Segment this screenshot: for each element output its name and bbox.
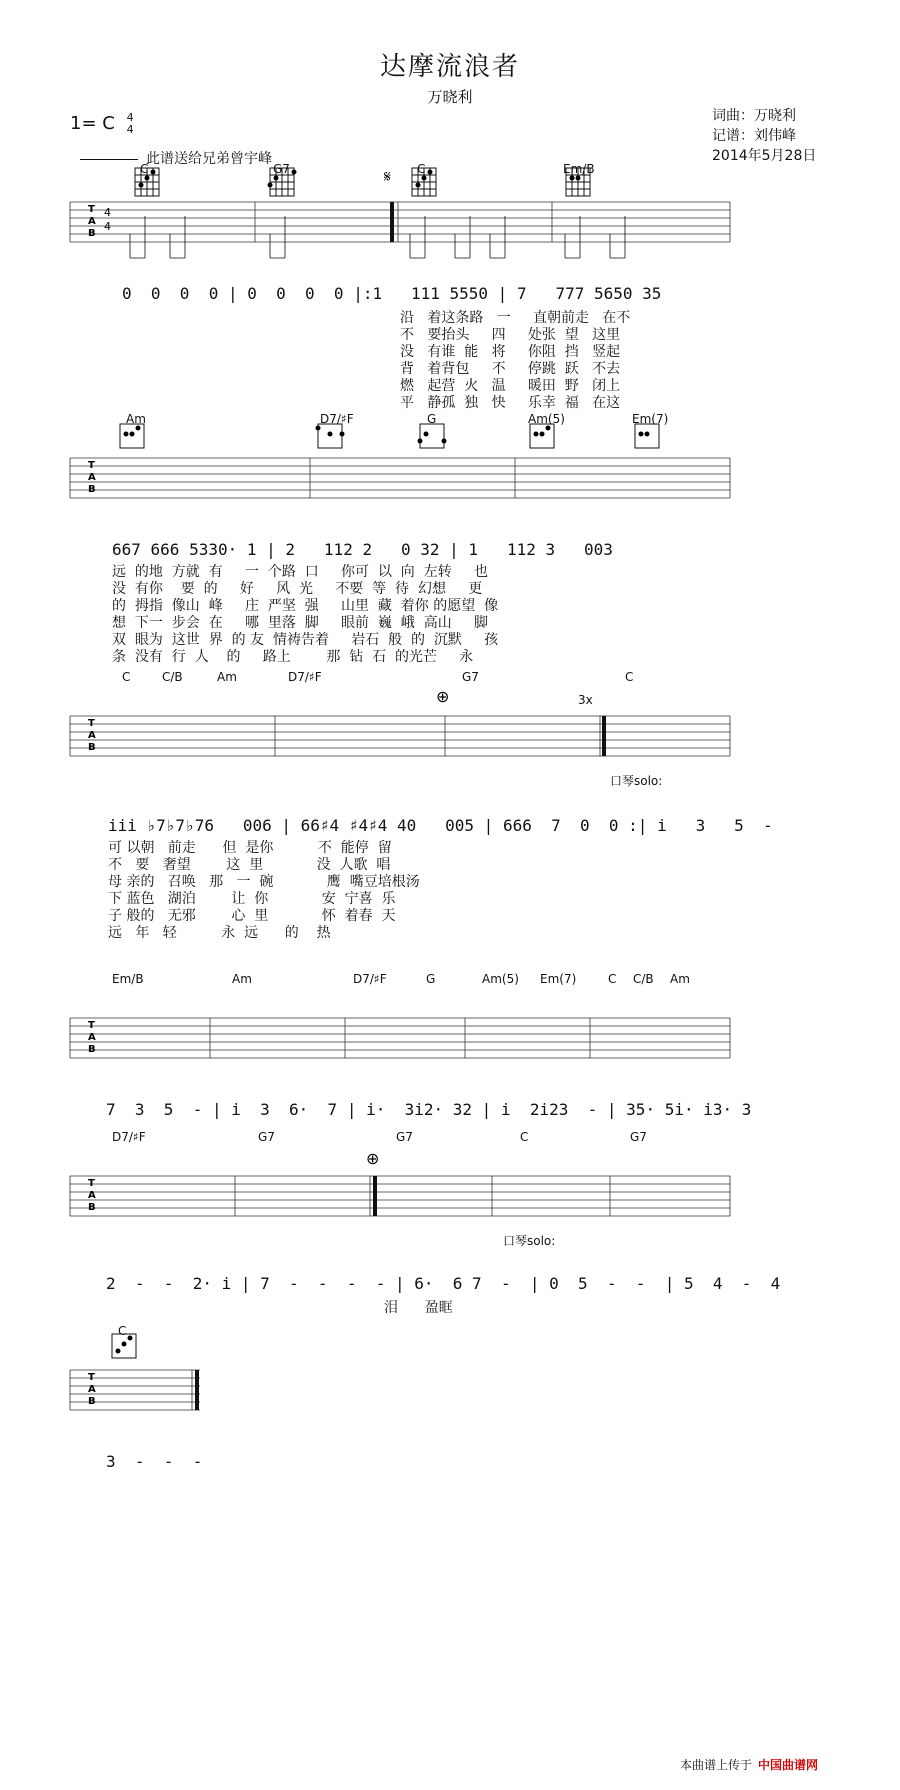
chord-name: G7 bbox=[396, 1130, 413, 1144]
svg-text:B: B bbox=[88, 1202, 96, 1213]
score-system-6 bbox=[0, 1324, 900, 1471]
chord-name: C bbox=[118, 1324, 127, 1338]
lyric-line: 双 眼为 这世 界 的 友 情祷告着 岩石 般 的 沉默 孩 bbox=[112, 632, 499, 648]
score-system-5 bbox=[0, 1128, 900, 1328]
jianpu-line: iii ♭7♭7♭76 006 | 66♯4 ♯4♯4 40 005 | 666 7 0 0 :| i 3 5 - bbox=[108, 816, 773, 835]
song-title: 达摩流浪者 bbox=[379, 52, 520, 82]
dedication-text: 此谱送给兄弟曾宇峰 bbox=[146, 151, 272, 167]
svg-text:B: B bbox=[88, 484, 96, 495]
lyric-line: 没 有谁 能 将 你阻 挡 竖起 bbox=[400, 344, 621, 360]
svg-text:A: A bbox=[88, 1190, 96, 1201]
chord-name: C bbox=[608, 972, 617, 986]
svg-text:A: A bbox=[88, 216, 96, 227]
chord-name: G7 bbox=[258, 1130, 275, 1144]
lyric-line: 母 亲的 召唤 那 一 碗 鹰 嘴豆培根汤 bbox=[108, 874, 420, 890]
credit-date: 2014年5月28日 bbox=[712, 148, 817, 164]
chord-name: C bbox=[520, 1130, 529, 1144]
score-system-2 bbox=[0, 410, 900, 670]
chord-name: G bbox=[427, 412, 437, 426]
score-system-1 bbox=[0, 150, 900, 410]
segno-icon: 𝄋 bbox=[384, 167, 391, 186]
tab-staff bbox=[0, 1330, 220, 1440]
score-system-4 bbox=[0, 970, 900, 1130]
lyric-line: 远 的地 方就 有 一 个路 口 你可 以 向 左转 也 bbox=[112, 564, 488, 580]
lyric-line: 背 着背包 不 停跳 跃 不去 bbox=[400, 361, 621, 377]
chord-diagram bbox=[120, 424, 144, 448]
lyric-line: 条 没有 行 人 的 路上 那 钻 石 的光芒 永 bbox=[112, 649, 474, 665]
key-signature bbox=[70, 112, 134, 136]
lyric-line: 下 蓝色 湖泊 让 你 安 宁喜 乐 bbox=[108, 891, 396, 907]
tab-staff bbox=[0, 410, 900, 540]
svg-text:T: T bbox=[88, 1020, 95, 1031]
chord-diagram bbox=[316, 424, 345, 448]
chord-diagram bbox=[530, 424, 554, 448]
chord-name: Am(5) bbox=[528, 412, 565, 426]
svg-text:T: T bbox=[88, 460, 95, 471]
chord-name: C/B bbox=[162, 670, 183, 684]
time-signature bbox=[127, 112, 134, 136]
svg-text:T: T bbox=[88, 718, 95, 729]
chord-name: G7 bbox=[630, 1130, 647, 1144]
lyric-line: 想 下一 步会 在 哪 里落 脚 眼前 巍 峨 高山 脚 bbox=[112, 615, 488, 631]
solo-label: 口琴solo: bbox=[610, 774, 663, 788]
chord-name: D7/♯F bbox=[353, 972, 387, 986]
svg-text:T: T bbox=[88, 204, 95, 215]
chord-name: Am(5) bbox=[482, 972, 519, 986]
coda-icon: ⊕ bbox=[366, 1149, 380, 1168]
lyric-line: 不 要抬头 四 处张 望 这里 bbox=[400, 327, 621, 343]
jianpu-line: 3 - - - bbox=[106, 1452, 203, 1471]
time-top: 4 bbox=[126, 111, 134, 124]
svg-text:T: T bbox=[88, 1178, 95, 1189]
coda-icon: ⊕ bbox=[436, 687, 450, 706]
lyric-line: 泪 盈眶 bbox=[384, 1300, 453, 1316]
chord-name: C bbox=[122, 670, 131, 684]
repeat-bar bbox=[390, 202, 394, 242]
chord-name: D7/♯F bbox=[112, 1130, 146, 1144]
jianpu-line: 7 3 5 - | i 3 6· 7 | i· 3i2· 32 | i 2i23 - | 35· 5i· i3· 3 bbox=[106, 1100, 752, 1119]
chord-name: Am bbox=[232, 972, 252, 986]
lyric-line: 子 般的 无邪 心 里 怀 着春 天 bbox=[108, 908, 396, 924]
chord-diagram bbox=[418, 424, 447, 448]
credit-transcriber: 记谱：刘伟峰 bbox=[712, 128, 796, 144]
solo-label: 口琴solo: bbox=[503, 1234, 556, 1248]
jianpu-line: 2 - - 2· i | 7 - - - - | 6· 6 7 - | 0 5 - - | 5 4 - 4 bbox=[106, 1274, 781, 1293]
svg-text:A: A bbox=[88, 1384, 96, 1395]
chord-name: Am bbox=[217, 670, 237, 684]
footer bbox=[680, 1756, 818, 1773]
chord-name: G7 bbox=[273, 162, 290, 176]
chord-name: C bbox=[140, 162, 149, 176]
tab-staff bbox=[0, 970, 900, 1090]
chord-name: Em(7) bbox=[540, 972, 577, 986]
time-bottom: 4 bbox=[126, 123, 134, 136]
lyric-line: 燃 起营 火 温 暖田 野 闭上 bbox=[400, 378, 621, 394]
chord-name: Am bbox=[670, 972, 690, 986]
svg-text:A: A bbox=[88, 730, 96, 741]
tab-staff bbox=[0, 150, 900, 280]
chord-diagram bbox=[635, 424, 659, 448]
lyric-line: 沿 着这条路 一 直朝前走 在不 bbox=[400, 310, 631, 326]
credit-lyrics-music: 词曲：万晓利 bbox=[712, 108, 796, 124]
svg-text:T: T bbox=[88, 1372, 95, 1383]
chord-name: Em(7) bbox=[632, 412, 669, 426]
chord-name: G7 bbox=[462, 670, 479, 684]
svg-text:B: B bbox=[88, 1044, 96, 1055]
lyric-line: 的 拇指 像山 峰 庄 严坚 强 山里 藏 着你 的愿望 像 bbox=[112, 598, 499, 614]
chord-name: D7/♯F bbox=[288, 670, 322, 684]
score-system-3 bbox=[0, 668, 900, 958]
lyric-line: 平 静孤 独 快 乐幸 福 在这 bbox=[400, 395, 621, 411]
artist-name: 万晓利 bbox=[427, 88, 473, 106]
tab-staff bbox=[0, 668, 900, 788]
chord-name: Em/B bbox=[112, 972, 144, 986]
lyric-line: 远 年 轻 永 远 的 热 bbox=[108, 925, 331, 941]
chord-name: Am bbox=[126, 412, 146, 426]
chord-name: C/B bbox=[633, 972, 654, 986]
svg-text:4: 4 bbox=[104, 220, 111, 233]
chord-name: Em/B bbox=[563, 162, 595, 176]
svg-text:A: A bbox=[88, 1032, 96, 1043]
lyric-line: 不 要 奢望 这 里 没 人歌 唱 bbox=[108, 857, 391, 873]
svg-text:B: B bbox=[88, 742, 96, 753]
jianpu-line: 667 666 5330· 1 | 2 112 2 0 32 | 1 112 3 003 bbox=[112, 540, 613, 559]
key-label: 1= C bbox=[70, 113, 115, 134]
repeat-count: 3x bbox=[578, 693, 593, 707]
chord-name: C bbox=[625, 670, 634, 684]
chord-name: D7/♯F bbox=[320, 412, 354, 426]
tab-staff bbox=[0, 1128, 900, 1248]
chord-name: G bbox=[426, 972, 436, 986]
chord-name: C bbox=[417, 162, 426, 176]
svg-text:B: B bbox=[88, 1396, 96, 1407]
upload-text: 本曲谱上传于 bbox=[680, 1758, 753, 1772]
lyric-line: 没 有你 要 的 好 风 光 不要 等 待 幻想 更 bbox=[112, 581, 483, 597]
lyric-line: 可 以朝 前走 但 是你 不 能停 留 bbox=[108, 840, 392, 856]
svg-text:B: B bbox=[88, 228, 96, 239]
svg-text:A: A bbox=[88, 472, 96, 483]
site-brand[interactable]: 中国曲谱网 bbox=[758, 1758, 819, 1772]
jianpu-line: 0 0 0 0 | 0 0 0 0 |:1 111 5550 | 7 777 5650 35 bbox=[122, 284, 662, 303]
svg-text:4: 4 bbox=[104, 206, 111, 219]
